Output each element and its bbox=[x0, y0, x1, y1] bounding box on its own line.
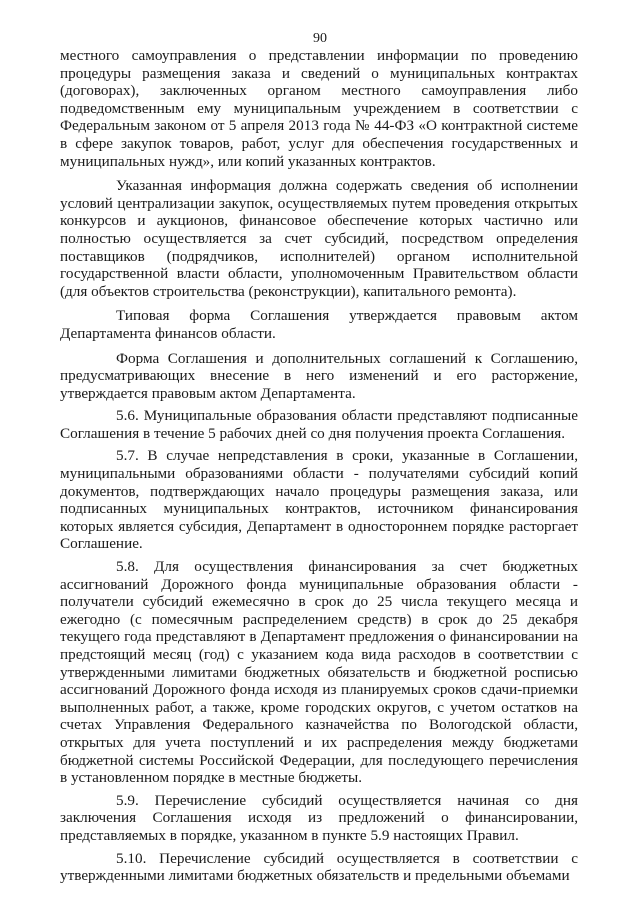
paragraph-agreement-form: Форма Соглашения и дополнительных соглашений к Соглашению, предусматривающих внесение в него изменений и его расторжение, утверждается правовым актом Департамента. bbox=[60, 349, 578, 402]
paragraph-5-7: 5.7. В случае непредставления в сроки, указанные в Соглашении, муниципальными образованиями области - получателями субсидий копий документов, подтверждающих начало процедуры размещения заказа, или подписанных муниципальных контрактов, источником финансирования которых является субсидия, Департамент в одностороннем порядке расторгает Соглашение. bbox=[60, 447, 578, 553]
paragraph-continuation: местного самоуправления о представлении информации по проведению процедуры размещения заказа и сведений о муниципальных контрактах (договорах), заключенных органом местного самоуправления либо подведомственным ему муниципальным учреждением в соответствии с Федеральным законом от 5 апреля 2013 года № 44-ФЗ «О контрактной системе в сфере закупок товаров, работ, услуг для обеспечения государственных и муниципальных нужд», или копий указанных контрактов. bbox=[60, 47, 578, 170]
paragraph-5-8: 5.8. Для осуществления финансирования за счет бюджетных ассигнований Дорожного фонда муниципальные образования области - получатели субсидий ежемесячно в срок до 25 числа текущего месяца и ежегодно (с помесячным распределением средств) в срок до 25 декабря текущего года представляют в Департамент предложения о финансировании на предстоящий месяц (год) с указанием кода вида расходов в соответствии с утвержденными лимитами бюджетных обязательств и бюджетной росписью ассигнований Дорожного фонда исходя из планируемых сроков сдачи-приемки выполненных работ, а также, кроме городских округов, с учетом остатков на счетах Управления Федерального казначейства по Вологодской области, открытых для учета поступлений и их распределения между бюджетами бюджетной системы Российской Федерации, для последующего перечисления в установленном порядке в местные бюджеты. bbox=[60, 558, 578, 787]
paragraph-5-10: 5.10. Перечисление субсидий осуществляется в соответствии с утвержденными лимитами бюджетных обязательств и предельными объемами bbox=[60, 849, 578, 885]
paragraph-5-9: 5.9. Перечисление субсидий осуществляется начиная со дня заключения Соглашения исходя из предложений о финансировании, представляемых в порядке, указанном в пункте 5.9 настоящих Правил. bbox=[60, 791, 578, 844]
paragraph-5-6: 5.6. Муниципальные образования области представляют подписанные Соглашения в течение 5 рабочих дней со дня получения проекта Соглашения. bbox=[60, 407, 578, 442]
paragraph-standard-form: Типовая форма Соглашения утверждается правовым актом Департамента финансов области. bbox=[60, 307, 578, 342]
document-body bbox=[60, 47, 578, 885]
page-number: 90 bbox=[313, 31, 327, 46]
paragraph-information-content: Указанная информация должна содержать сведения об исполнении условий централизации закупок, осуществляемых путем проведения открытых конкурсов и аукционов, финансовое обеспечение которых частично или полностью осуществляется за счет субсидий, посредством определения поставщиков (подрядчиков, исполнителей) органом исполнительной государственной власти области, уполномоченным Правительством области (для объектов строительства (реконструкции), капитального ремонта). bbox=[60, 177, 578, 300]
